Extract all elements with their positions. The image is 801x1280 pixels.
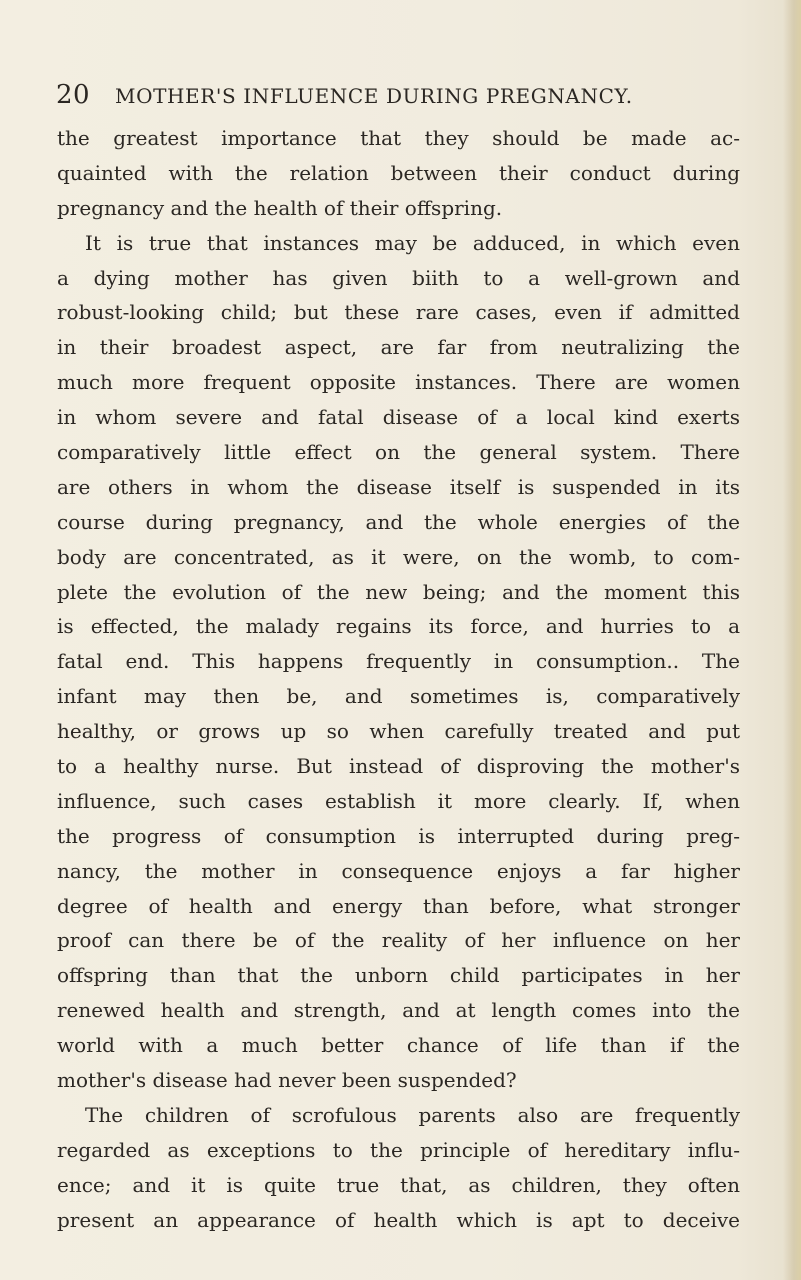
text-line: is effected, the malady regains its force, and hurries to a — [57, 614, 740, 639]
text-line: healthy, or grows up so when carefully treated and put — [57, 719, 740, 744]
text-line: mother's disease had never been suspended? — [57, 1068, 517, 1093]
text-line: degree of health and energy than before, what stronger — [57, 893, 740, 918]
running-head: MOTHER'S INFLUENCE DURING PREGNANCY. — [115, 84, 633, 108]
text-line: the greatest importance that they should be made ac- — [57, 126, 740, 150]
text-line: offspring than that the unborn child participates in her — [57, 963, 740, 988]
text-line: regarded as exceptions to the principle of hereditary influ- — [57, 1137, 740, 1162]
page-number: 20 — [56, 80, 91, 110]
text-line: influence, such cases establish it more clearly. If, when — [57, 788, 740, 813]
text-line: in whom severe and fatal disease of a local kind exerts — [57, 405, 740, 430]
text-line: renewed health and strength, and at length comes into the — [57, 998, 740, 1023]
text-line: present an appearance of health which is apt to deceive — [57, 1207, 740, 1232]
text-line: It is true that instances may be adduced, in which even — [85, 230, 740, 255]
text-line: world with a much better chance of life than if the — [57, 1033, 740, 1058]
text-line: a dying mother has given biith to a well-grown and — [57, 265, 740, 290]
text-line: fatal end. This happens frequently in consumption.. The — [57, 649, 740, 674]
text-line: The children of scrofulous parents also are frequently — [85, 1102, 740, 1127]
text-line: the progress of consumption is interrupted during preg- — [57, 823, 740, 848]
text-line: to a healthy nurse. But instead of disproving the mother's — [57, 754, 740, 779]
text-line: pregnancy and the health of their offspring. — [57, 195, 503, 220]
text-line: proof can there be of the reality of her influence on her — [57, 928, 740, 953]
text-line: in their broadest aspect, are far from neutralizing the — [57, 335, 740, 360]
text-line: plete the evolution of the new being; and the moment this — [57, 579, 740, 604]
text-line: ence; and it is quite true that, as children, they often — [57, 1172, 740, 1197]
page-edge-shadow — [783, 0, 801, 1280]
text-line: course during pregnancy, and the whole energies of the — [57, 509, 740, 534]
text-line: nancy, the mother in consequence enjoys a far higher — [57, 858, 740, 883]
text-line: comparatively little effect on the general system. There — [57, 440, 740, 465]
text-line: infant may then be, and sometimes is, comparatively — [57, 684, 740, 709]
text-line: robust-looking child; but these rare cases, even if admitted — [57, 300, 740, 325]
text-line: body are concentrated, as it were, on the womb, to com- — [57, 544, 740, 569]
text-line: are others in whom the disease itself is suspended in its — [57, 474, 740, 499]
body-text — [57, 121, 740, 1238]
text-line: much more frequent opposite instances. There are women — [57, 370, 740, 395]
text-line: quainted with the relation between their conduct during — [57, 160, 740, 185]
page-header — [0, 78, 801, 112]
